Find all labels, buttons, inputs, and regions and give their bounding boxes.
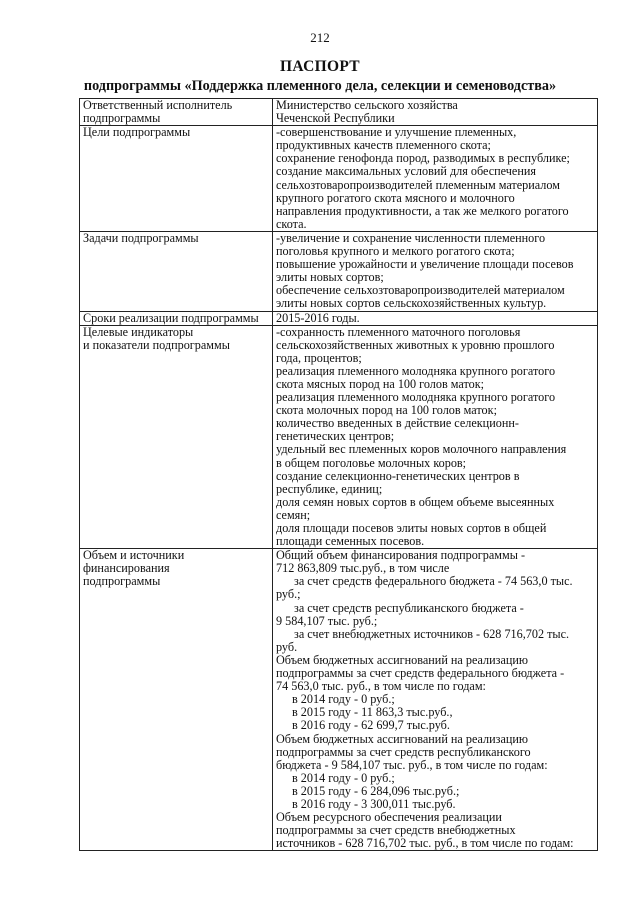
content-line: в 2016 году - 3 300,011 тыс.руб. (292, 796, 456, 811)
row-label (80, 231, 273, 311)
content-line: Министерство сельского хозяйства (276, 98, 458, 112)
table-row (80, 325, 598, 549)
document-title: ПАСПОРТ (280, 58, 360, 75)
label-line: финансирования (83, 561, 170, 576)
content-line: подпрограммы за счет средств республиканского (276, 744, 531, 759)
content-line: за счет средств республиканского бюджета - (294, 600, 524, 615)
label-line: и показатели подпрограммы (83, 337, 230, 352)
content-line: Общий объем финансирования подпрограммы - (276, 548, 526, 563)
content-line: повышение урожайности и увеличение площади посевов (276, 257, 574, 272)
content-line: количество введенных в действие селекционн- (276, 416, 519, 431)
label-line: подпрограммы (83, 574, 161, 589)
passport-table (79, 98, 598, 851)
content-line: направления продуктивности, а так же мелкого рогатого (276, 203, 569, 218)
label-line: Целевые индикаторы (83, 324, 194, 339)
content-line: 712 863,809 тыс.руб., в том числе (276, 561, 450, 576)
content-line: крупного рогатого скота мясного и молочного (276, 190, 515, 205)
content-line: Объем бюджетных ассигнований на реализацию (276, 731, 529, 746)
content-line: в 2016 году - 62 699,7 тыс.руб. (292, 718, 450, 733)
label-line: Цели подпрограммы (83, 125, 191, 140)
row-label (80, 311, 273, 325)
table-row (80, 311, 598, 325)
content-line: скота мясных пород на 100 голов маток; (276, 376, 485, 391)
content-line: Чеченской Республики (276, 111, 395, 126)
content-line: 2015-2016 годы. (276, 310, 360, 325)
content-line: элиты новых сортов; (276, 270, 384, 285)
content-line: за счет внебюджетных источников - 628 716,702 тыс. (294, 626, 570, 641)
label-line: Ответственный исполнитель (83, 98, 233, 112)
document-subtitle: подпрограммы «Поддержка племенного дела, селекции и семеноводства» (83, 78, 557, 94)
content-line: семян; (276, 507, 311, 522)
table-row (80, 549, 598, 851)
content-line: площади семенных посевов. (276, 534, 425, 549)
content-line: источников - 628 716,702 тыс. руб., в том числе по годам: (276, 836, 574, 851)
content-line: года, процентов; (276, 350, 362, 365)
content-line: бюджета - 9 584,107 тыс. руб., в том числе по годам: (276, 757, 548, 772)
content-line: обеспечение сельхозтоваропроизводителей материалом (276, 283, 565, 298)
row-content (273, 99, 598, 126)
content-line: доля семян новых сортов в общем объеме высеянных (276, 494, 555, 509)
row-content (273, 549, 598, 851)
content-line: доля площади посевов элиты новых сортов в общей (276, 521, 547, 535)
content-line: республике, единиц; (276, 481, 383, 496)
table-row (80, 231, 598, 311)
content-line: поголовья крупного и мелкого рогатого скота; (276, 244, 515, 259)
table-row (80, 99, 598, 126)
content-line: реализация племенного молодняка крупного рогатого (276, 363, 556, 378)
row-label (80, 99, 273, 126)
content-line: создание максимальных условий для обеспечения (276, 164, 536, 179)
page-number: 212 (310, 30, 330, 45)
label-line: Объем и источники (83, 548, 185, 563)
content-line: подпрограммы за счет средств внебюджетных (276, 823, 516, 838)
content-line: создание селекционно-генетических центров в (276, 468, 520, 483)
content-line: сельскохозяйственных животных к уровню прошлого (276, 337, 555, 352)
row-label (80, 325, 273, 549)
content-line: за счет средств федерального бюджета - 74 563,0 тыс. (294, 574, 573, 589)
content-line: сельхозтоваропроизводителей племенным материалом (276, 177, 560, 192)
content-line: -совершенствование и улучшение племенных, (276, 125, 517, 140)
content-line: подпрограммы за счет средств федерального бюджета - (276, 666, 565, 681)
content-line: Объем ресурсного обеспечения реализации (276, 810, 502, 825)
row-content (273, 325, 598, 549)
content-line: в общем поголовье молочных коров; (276, 455, 467, 470)
content-line: генетических центров; (276, 429, 395, 444)
content-line: скота молочных пород на 100 голов маток; (276, 403, 497, 418)
content-line: в 2015 году - 6 284,096 тыс.руб.; (292, 783, 460, 798)
row-label (80, 126, 273, 232)
content-line: 9 584,107 тыс. руб.; (276, 613, 378, 628)
row-content (273, 231, 598, 311)
content-line: руб. (276, 639, 298, 654)
content-line: в 2014 году - 0 руб.; (292, 770, 395, 785)
content-line: -сохранность племенного маточного поголовья (276, 324, 521, 339)
row-label (80, 549, 273, 851)
content-line: руб.; (276, 587, 301, 602)
content-line: продуктивных качеств племенного скота; (276, 138, 491, 153)
label-line: Сроки реализации подпрограммы (83, 310, 259, 325)
content-line: -увеличение и сохранение численности племенного (276, 230, 546, 245)
content-line: скота. (276, 216, 307, 231)
label-line: подпрограммы (83, 111, 161, 126)
content-line: элиты новых сортов сельскохозяйственных культур. (276, 296, 547, 311)
content-line: Объем бюджетных ассигнований на реализацию (276, 652, 529, 667)
content-line: 74 563,0 тыс. руб., в том числе по годам: (276, 679, 486, 694)
content-line: реализация племенного молодняка крупного рогатого (276, 390, 556, 405)
row-content (273, 126, 598, 232)
row-content (273, 311, 598, 325)
content-line: сохранение генофонда пород, разводимых в республике; (276, 151, 570, 166)
table-row (80, 126, 598, 232)
content-line: в 2014 году - 0 руб.; (292, 692, 395, 707)
label-line: Задачи подпрограммы (83, 230, 199, 245)
content-line: удельный вес племенных коров молочного направления (276, 442, 567, 457)
content-line: в 2015 году - 11 863,3 тыс.руб., (292, 705, 453, 720)
